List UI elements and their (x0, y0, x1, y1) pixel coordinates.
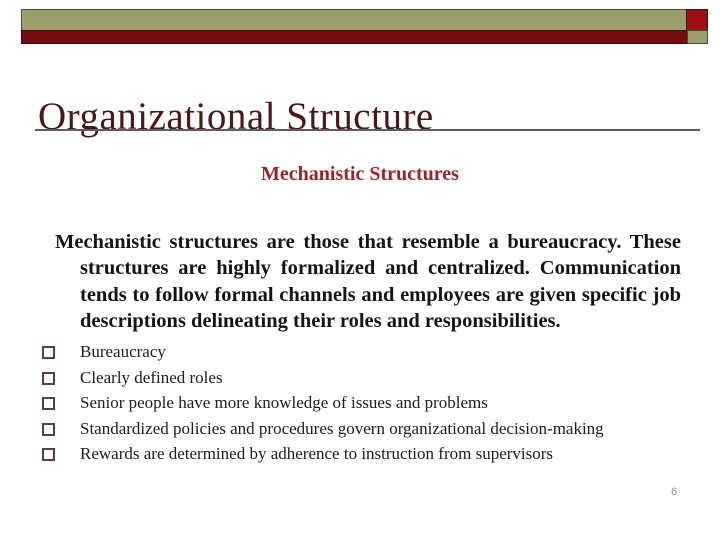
list-item-label: Clearly defined roles (80, 367, 223, 387)
square-bullet-icon (42, 346, 55, 359)
title-underline-rule (35, 129, 700, 131)
square-bullet-icon (42, 397, 55, 410)
list-item (42, 343, 682, 360)
top-banner-olive-corner-square (687, 30, 708, 44)
top-banner-red-corner-square (686, 9, 708, 31)
slide-title: Organizational Structure (38, 95, 434, 139)
top-banner-dark-red-bar (21, 30, 688, 44)
square-bullet-icon (42, 423, 55, 436)
list-item (42, 420, 682, 437)
list-item (42, 369, 682, 386)
square-bullet-icon (42, 372, 55, 385)
list-item (42, 445, 682, 462)
list-item-label: Bureaucracy (80, 342, 166, 361)
list-item (42, 394, 682, 411)
square-bullet-icon (42, 448, 55, 461)
list-item-label: Senior people have more knowledge of issues and problems (80, 393, 488, 412)
top-banner-olive-bar (21, 9, 687, 31)
list-item-label: Rewards are determined by adherence to instruction from supervisors (80, 444, 554, 463)
slide-page-number: 6 (670, 486, 678, 498)
list-item-label: Standardized policies and procedures govern organizational decision-making (80, 418, 604, 438)
bullet-list (42, 343, 682, 471)
section-heading: Mechanistic Structures (261, 162, 459, 185)
body-paragraph: Mechanistic structures are those that resemble a bureaucracy. These structures are highly formalized and centralized. Communication tends to follow formal channels and employees are given specific job descriptions delineating their roles and responsibilities. (55, 230, 681, 333)
